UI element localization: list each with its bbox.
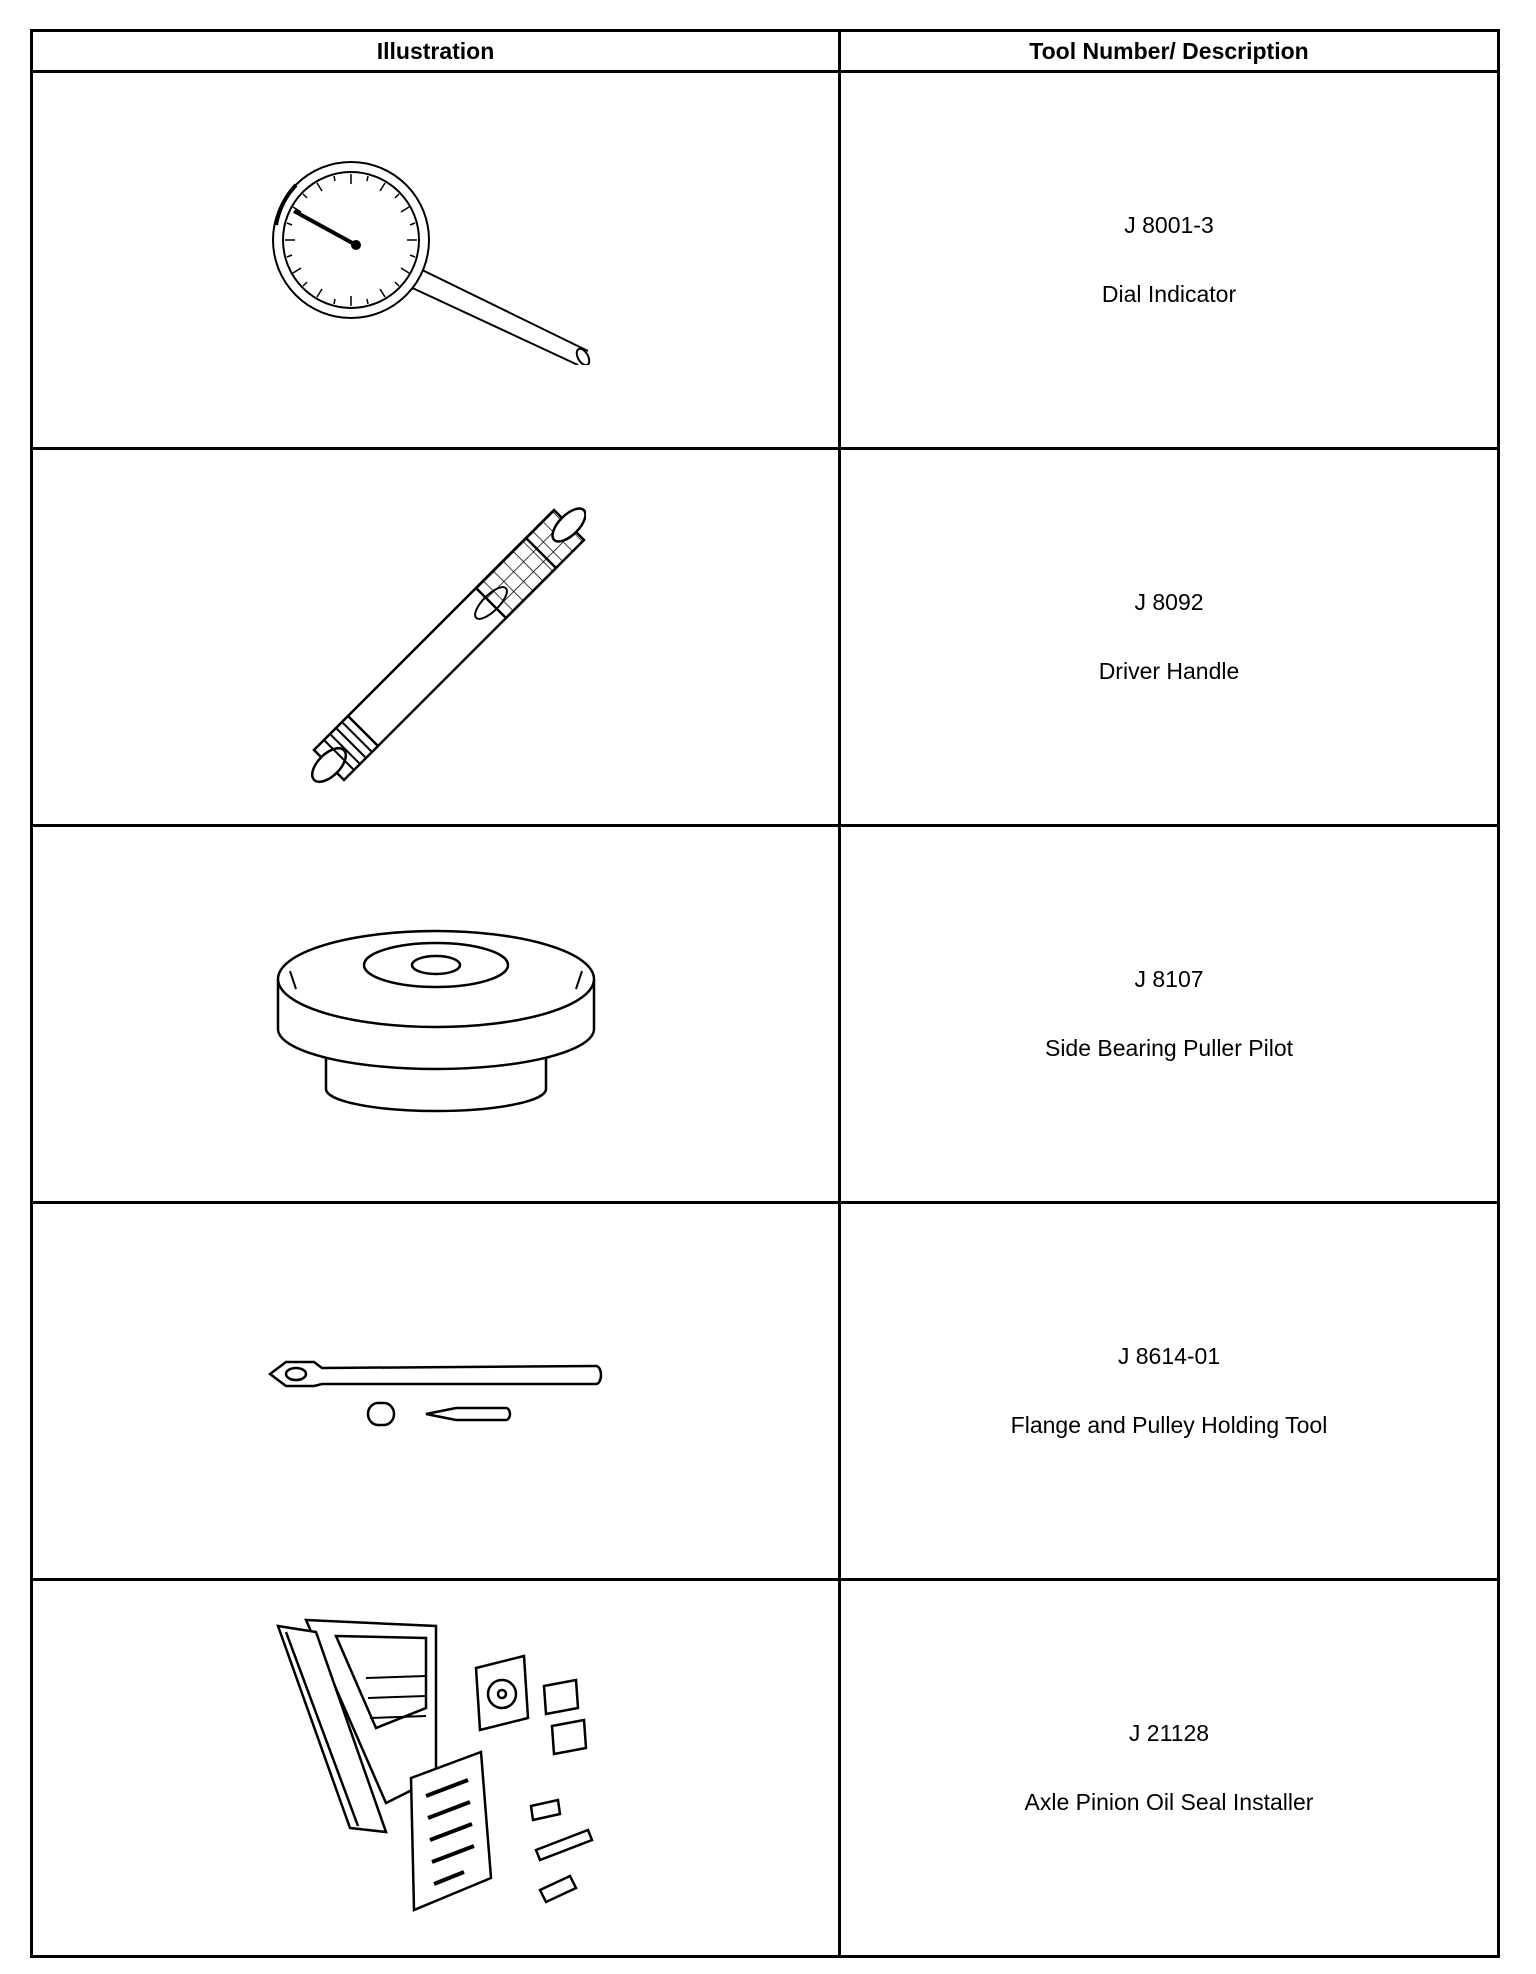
driver-handle-icon: [286, 482, 586, 792]
description-cell: [840, 1580, 1499, 1957]
special-tools-table: [30, 29, 1500, 1958]
puller-pilot-icon: [266, 909, 606, 1119]
tool-number: J 8614-01: [1117, 1343, 1221, 1369]
description-cell: [840, 1203, 1499, 1580]
tool-number: J 8092: [1134, 589, 1204, 615]
dial-indicator-icon: [266, 155, 606, 365]
tool-name: Side Bearing Puller Pilot: [1044, 1035, 1294, 1061]
description-cell: [840, 826, 1499, 1203]
holding-tool-icon: [266, 1346, 606, 1436]
tool-number: J 21128: [1128, 1720, 1210, 1746]
table-row: [32, 1580, 1499, 1957]
tool-table-page: [30, 29, 1497, 1971]
description-cell: [840, 72, 1499, 449]
illustration-cell: [32, 72, 840, 449]
header-tool-description: Tool Number/ Description: [840, 31, 1499, 72]
tool-name: Axle Pinion Oil Seal Installer: [1024, 1789, 1314, 1815]
tool-name: Dial Indicator: [1101, 281, 1237, 307]
illustration-cell: [32, 1580, 840, 1957]
illustration-cell: [32, 826, 840, 1203]
tool-number: J 8107: [1134, 966, 1204, 992]
description-cell: [840, 449, 1499, 826]
tool-name: Flange and Pulley Holding Tool: [1010, 1412, 1328, 1438]
table-header-row: [32, 31, 1499, 72]
tool-name: Driver Handle: [1098, 658, 1240, 684]
tool-number: J 8001-3: [1124, 212, 1214, 238]
table-row: [32, 826, 1499, 1203]
table-row: [32, 72, 1499, 449]
header-illustration: Illustration: [32, 31, 840, 72]
table-row: [32, 1203, 1499, 1580]
illustration-cell: [32, 1203, 840, 1580]
seal-installer-kit-icon: [276, 1618, 596, 1918]
illustration-cell: [32, 449, 840, 826]
table-row: [32, 449, 1499, 826]
